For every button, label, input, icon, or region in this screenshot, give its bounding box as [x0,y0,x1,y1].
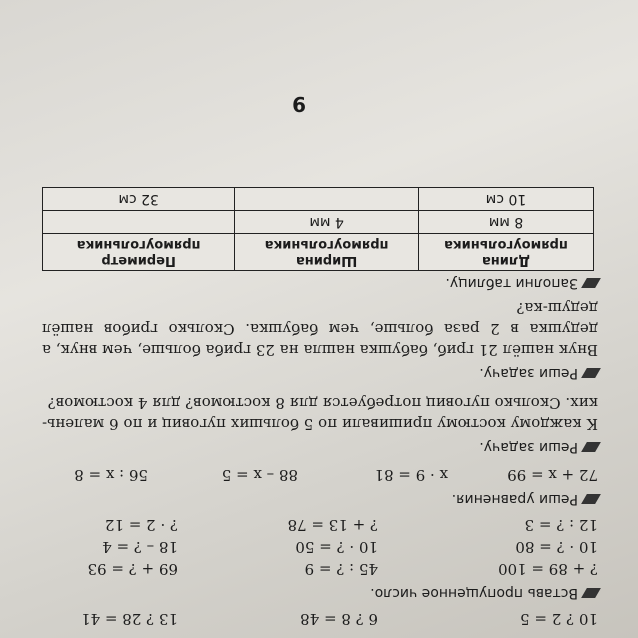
table-header-row [43,234,594,271]
pencil-icon [581,494,601,504]
missing-3-3: ? · 2 = 12 [104,516,178,534]
top-row-2: 6 ? 8 = 48 [300,610,378,628]
header-perimeter: Периметр прямоугольника [43,234,235,271]
task-equations: Реши уравнения. [452,490,598,508]
task-problem-1: Реши задачу. [479,438,598,456]
table-cell [43,211,235,234]
top-row-1: 10 ? 2 = 5 [520,610,598,628]
missing-1-3: 69 + ? = 93 [87,560,178,578]
table-cell: 8 мм [418,211,593,234]
top-row-3: 13 ? 28 = 41 [81,610,178,628]
pencil-icon [581,368,601,378]
table-row [43,188,594,211]
missing-2-3: 18 – ? = 4 [102,538,178,556]
equation-4: 56 : x = 8 [74,466,148,484]
table-cell: 32 см [43,188,235,211]
task-problem-2: Реши задачу. [479,364,598,382]
header-length: Длина прямоугольника [418,234,593,271]
equation-2: x · 9 = 81 [374,466,448,484]
missing-2-1: 10 · ? = 80 [515,538,598,556]
problem-2-text: Внук нашёл 21 гриб, бабушка нашла на 23 гриба больше, чем внук, а дедушка в 2 раза больше, чем бабушка. Сколько грибов нашёл дедуш-ка? [42,299,598,359]
missing-1-1: ? + 89 = 100 [498,560,598,578]
pencil-icon [581,588,601,598]
missing-3-1: 12 : ? = 3 [524,516,598,534]
missing-3-2: ? + 13 = 78 [287,516,378,534]
task-table: Заполни таблицу. [445,274,598,292]
page-number: 9 [292,92,306,116]
table-row [43,211,594,234]
missing-2-2: 10 · ? = 50 [295,538,378,556]
table-cell: 10 см [418,188,593,211]
table-cell [235,188,419,211]
equation-3: 88 – x = 5 [221,466,298,484]
equation-1: 72 + x = 99 [507,466,598,484]
task-missing-number: Вставь пропущенное число. [370,584,598,602]
pencil-icon [581,442,601,452]
rectangle-table [42,187,594,271]
table-cell: 4 мм [235,211,419,234]
header-width: Ширина прямоугольника [235,234,419,271]
problem-1-text: К каждому костюму пришивали по 5 больших пуговиц и по 6 малень-ких. Сколько пуговиц потребуется для 8 костюмов? для 4 костюмов? [42,394,598,433]
pencil-icon [581,278,601,288]
missing-1-2: 45 : ? = 9 [304,560,378,578]
